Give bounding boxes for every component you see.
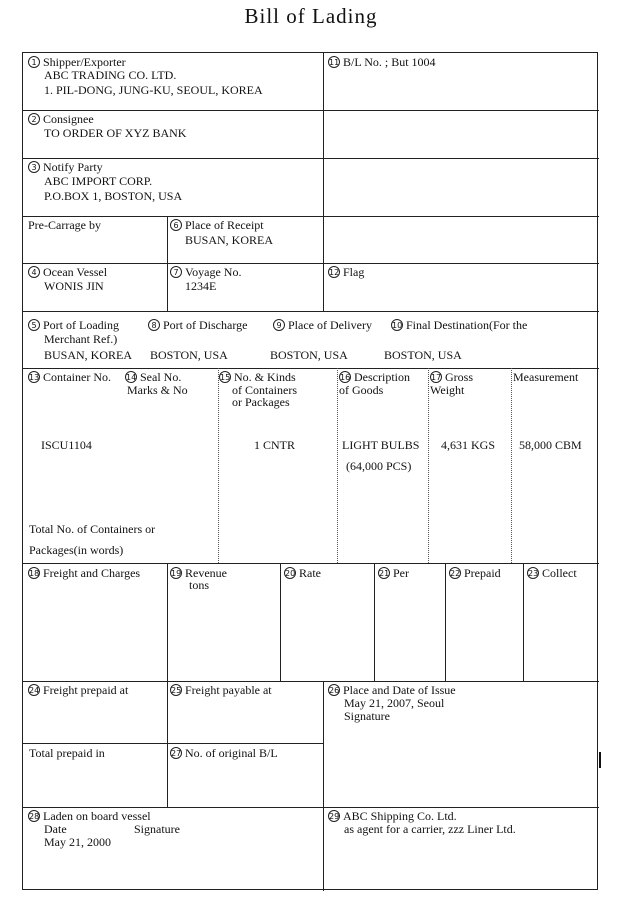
bill-of-lading-form [22, 52, 598, 890]
container-label: 13 Container No. [29, 370, 111, 384]
flag-label: 12 Flag [329, 265, 365, 279]
prepaid-label: 22 Prepaid [450, 566, 501, 580]
receipt-label: 6 Place of Receipt [170, 219, 264, 232]
kinds-label-3: or Packages [232, 395, 290, 409]
original-bl-label: 27 No. of original B/L [171, 746, 278, 760]
seal-label: 14 Seal No. [126, 370, 182, 384]
shipper-name: ABC TRADING CO. LTD. [44, 68, 177, 82]
gross-value: 4,631 KGS [441, 438, 496, 452]
consignee-label: 2 Consignee [28, 113, 94, 126]
description-label-2: of Goods [339, 383, 384, 397]
laden-signature-label: Signature [134, 822, 180, 836]
document-title: Bill of Lading [244, 4, 378, 28]
vessel-value: WONIS JIN [44, 279, 104, 293]
port-discharge-value: BOSTON, USA [150, 348, 228, 362]
receipt-value: BUSAN, KOREA [185, 233, 274, 247]
total-containers-label: Total No. of Containers or [29, 522, 156, 536]
port-loading-value: BUSAN, KOREA [44, 348, 133, 362]
voyage-label: 7 Voyage No. [170, 266, 241, 279]
prepaid-at-label: 24 Freight prepaid at [29, 683, 129, 697]
kinds-label-2: of Containers [232, 383, 297, 397]
port-loading-label: 5 Port of Loading [28, 319, 119, 332]
description-label: 16 Description [340, 370, 410, 384]
consignee-value: TO ORDER OF XYZ BANK [44, 126, 187, 140]
issue-label: 26 Place and Date of Issue [329, 683, 456, 697]
total-containers-label-2: Packages(in words) [29, 543, 124, 557]
gross-label: 17 Gross [431, 370, 474, 384]
freight-charges-label: 18 Freight and Charges [29, 566, 141, 580]
container-value: ISCU1104 [41, 438, 92, 452]
total-prepaid-label: Total prepaid in [29, 746, 105, 760]
vessel-label: 4 Ocean Vessel [28, 266, 107, 279]
final-destination-label: 10 Final Destination(For the [392, 318, 528, 332]
issue-value: May 21, 2007, Seoul [344, 696, 445, 710]
revenue-label: 19 Revenue [171, 566, 227, 580]
place-delivery-value: BOSTON, USA [270, 348, 348, 362]
issue-signature-label: Signature [344, 709, 390, 723]
kinds-label: 15 No. & Kinds [220, 370, 296, 384]
description-value: LIGHT BULBS [342, 438, 420, 452]
shipper-label: 1 Shipper/Exporter [28, 56, 126, 69]
place-delivery-label: 9 Place of Delivery [273, 319, 372, 332]
laden-label: 28 Laden on board vessel [29, 809, 151, 823]
payable-at-label: 25 Freight payable at [171, 683, 272, 697]
final-destination-label-2: Merchant Ref.) [44, 332, 118, 346]
notify-address: P.O.BOX 1, BOSTON, USA [44, 189, 183, 203]
description-quantity: (64,000 PCS) [346, 459, 412, 473]
text-cursor [599, 752, 601, 768]
notify-label: 3 Notify Party [28, 161, 103, 174]
laden-date-value: May 21, 2000 [44, 835, 111, 849]
voyage-value: 1234E [185, 279, 217, 293]
measurement-value: 58,000 CBM [519, 438, 582, 452]
rate-label: 20 Rate [285, 566, 321, 580]
port-discharge-label: 8 Port of Discharge [148, 319, 247, 332]
carrier-agent: as agent for a carrier, zzz Liner Ltd. [344, 822, 516, 836]
carrier-name: 29 ABC Shipping Co. Ltd. [329, 809, 457, 823]
kinds-value: 1 CNTR [254, 438, 296, 452]
gross-label-2: Weight [430, 383, 465, 397]
bl-number: 11 B/L No. ; But 1004 [329, 55, 436, 69]
shipper-address: 1. PIL-DONG, JUNG-KU, SEOUL, KOREA [44, 83, 263, 97]
pre-carriage-label: Pre-Carrage by [28, 218, 101, 232]
laden-date-label: Date [44, 822, 67, 836]
measurement-label: Measurement [513, 370, 579, 384]
final-destination-value: BOSTON, USA [384, 348, 462, 362]
marks-label: Marks & No [127, 383, 188, 397]
notify-name: ABC IMPORT CORP. [44, 174, 153, 188]
revenue-label-2: tons [189, 578, 210, 592]
per-label: 21 Per [379, 566, 409, 580]
num-1: 1 [28, 56, 40, 68]
collect-label: 23 Collect [528, 566, 577, 580]
